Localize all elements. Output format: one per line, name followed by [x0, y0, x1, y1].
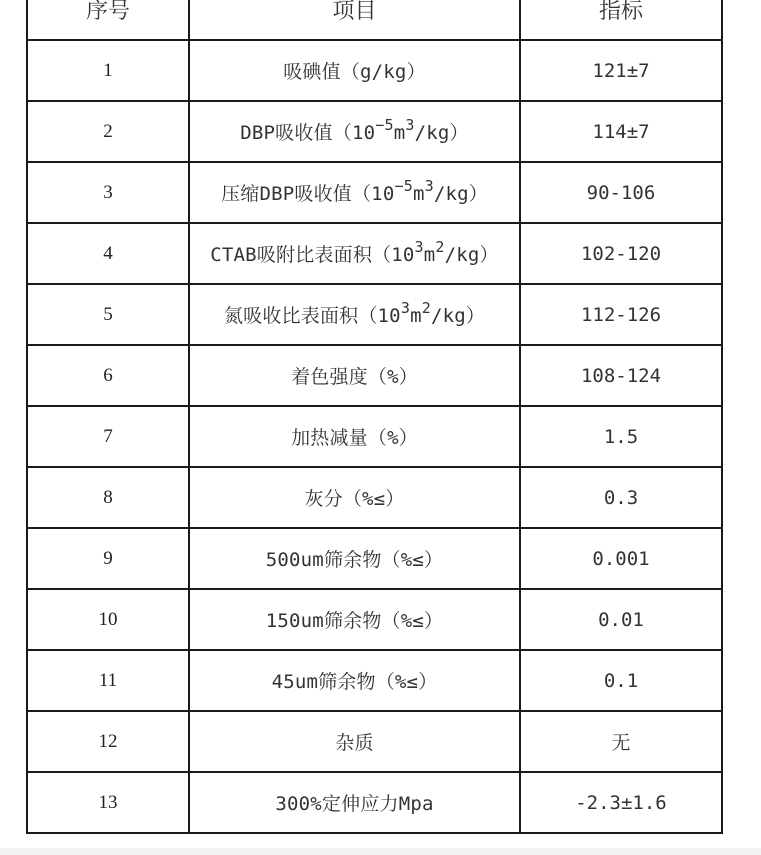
row-number: 8 — [27, 467, 189, 528]
table-row — [27, 284, 722, 345]
table-row — [27, 711, 722, 772]
table-row — [27, 162, 722, 223]
row-value: 0.001 — [520, 528, 722, 589]
item-superscript: −5 — [394, 176, 413, 195]
header-value: 指标 — [520, 0, 722, 40]
row-value: 1.5 — [520, 406, 722, 467]
row-item: 吸碘值（g/kg） — [189, 40, 520, 101]
row-value: 108-124 — [520, 345, 722, 406]
table-row — [27, 772, 722, 833]
row-number: 12 — [27, 711, 189, 772]
row-item: 加热减量（%） — [189, 406, 520, 467]
row-number: 2 — [27, 101, 189, 162]
item-text: 压缩DBP吸收值（10 — [221, 183, 395, 205]
table-row — [27, 650, 722, 711]
item-text: DBP吸收值（10 — [240, 122, 376, 144]
row-item: 灰分（%≤） — [189, 467, 520, 528]
row-number: 10 — [27, 589, 189, 650]
item-superscript: 2 — [435, 237, 445, 256]
item-unit: m — [393, 122, 406, 144]
item-superscript: 3 — [414, 237, 424, 256]
item-text: CTAB吸附比表面积（10 — [210, 244, 415, 266]
row-item: 150um筛余物（%≤） — [189, 589, 520, 650]
row-value: 114±7 — [520, 101, 722, 162]
row-item — [189, 284, 520, 345]
item-unit: m — [423, 244, 436, 266]
row-value: 无 — [520, 711, 722, 772]
row-number: 7 — [27, 406, 189, 467]
item-unit: m — [412, 183, 425, 205]
table-row — [27, 589, 722, 650]
row-item: 500um筛余物（%≤） — [189, 528, 520, 589]
row-number: 6 — [27, 345, 189, 406]
row-value: 0.1 — [520, 650, 722, 711]
item-unit: m — [410, 305, 422, 327]
row-item: 300%定伸应力Mpa — [189, 772, 520, 833]
row-number: 1 — [27, 40, 189, 101]
row-value: 102-120 — [520, 223, 722, 284]
row-value: 121±7 — [520, 40, 722, 101]
row-number: 9 — [27, 528, 189, 589]
item-superscript: 3 — [400, 298, 411, 317]
header-item: 项目 — [189, 0, 520, 40]
row-number: 4 — [27, 223, 189, 284]
header-no: 序号 — [27, 0, 189, 40]
item-superscript: 3 — [424, 176, 434, 195]
row-item — [189, 223, 520, 284]
item-superscript: 2 — [421, 298, 431, 317]
item-superscript: −5 — [375, 115, 394, 134]
item-text: /kg） — [433, 183, 488, 205]
item-text: 氮吸收比表面积（10 — [223, 305, 401, 327]
table-row — [27, 467, 722, 528]
row-number: 5 — [27, 284, 189, 345]
row-value: 112-126 — [520, 284, 722, 345]
spec-table — [26, 0, 723, 834]
row-item: 着色强度（%） — [189, 345, 520, 406]
row-item — [189, 162, 520, 223]
item-text: /kg） — [430, 305, 486, 327]
row-number: 13 — [27, 772, 189, 833]
header-row — [27, 0, 722, 40]
item-text: /kg） — [414, 122, 469, 144]
table-row — [27, 101, 722, 162]
row-value: 0.01 — [520, 589, 722, 650]
table-row — [27, 345, 722, 406]
row-item: 45um筛余物（%≤） — [189, 650, 520, 711]
row-item — [189, 101, 520, 162]
table-row — [27, 40, 722, 101]
row-value: -2.3±1.6 — [520, 772, 722, 833]
row-number: 11 — [27, 650, 189, 711]
table-row — [27, 406, 722, 467]
page-bottom-strip — [0, 848, 761, 855]
item-text: /kg） — [444, 244, 499, 266]
row-item: 杂质 — [189, 711, 520, 772]
table-row — [27, 528, 722, 589]
table-row — [27, 223, 722, 284]
row-number: 3 — [27, 162, 189, 223]
row-value: 0.3 — [520, 467, 722, 528]
row-value: 90-106 — [520, 162, 722, 223]
item-superscript: 3 — [405, 115, 415, 134]
